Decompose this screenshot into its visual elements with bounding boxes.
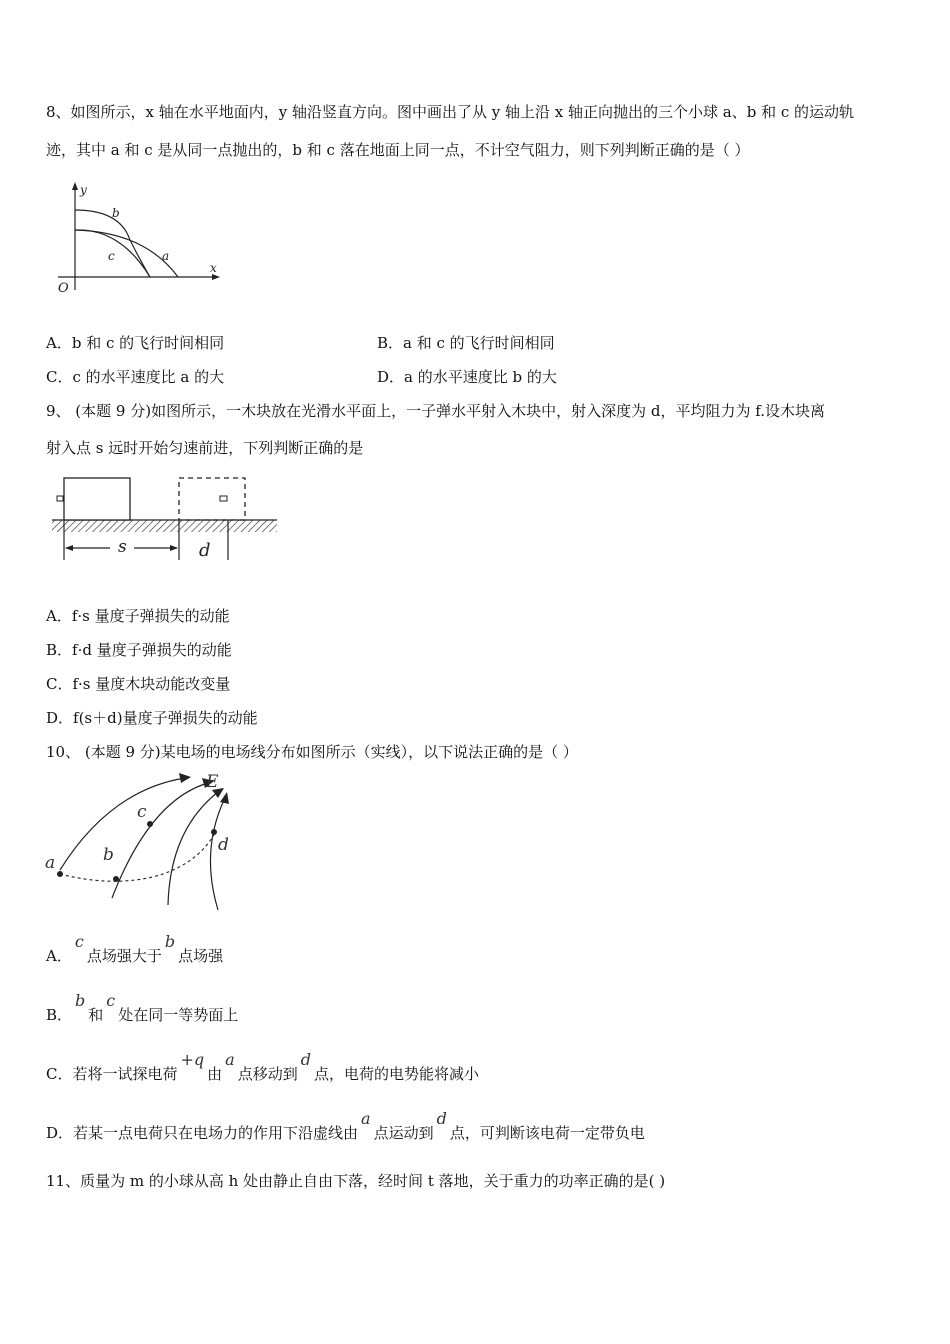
q10-option-c-text3: 点，电荷的电势能将减小 [313,1065,479,1083]
q10-option-d-sym2: d [436,1109,447,1128]
q8-fig-x: x [210,261,217,275]
q10-option-b-label: B． [46,1006,73,1024]
q8-trajectory-figure [50,180,230,300]
q9-bullet-start [57,496,63,501]
q8-fig-a: a [162,249,170,263]
q8-option-d: D．a 的水平速度比 b 的大 [377,368,557,386]
q9-stem-line1: 9、 (本题 9 分)如图所示，一木块放在光滑水平面上，一子弹水平射入木块中，射入深度为 d，平均阻力为 f.设木块离 [46,402,826,420]
q8-y-arrow [72,182,78,190]
q8-fig-y: y [80,183,87,197]
q10-option-a-sym1: c [74,932,84,951]
q10-point-b [113,876,119,882]
q10-option-c-sym3: d [300,1050,311,1069]
q9-option-a: A．f·s 量度子弹损失的动能 [46,607,230,625]
q10-fig-a: a [45,853,56,873]
q10-fig-c: c [137,802,147,822]
q10-option-d-text1: 点运动到 [373,1124,434,1142]
q10-option-b-text2: 处在同一等势面上 [118,1006,239,1024]
q9-option-b: B．f·d 量度子弹损失的动能 [46,641,232,659]
q10-option-d-sym1: a [361,1109,371,1128]
q10-stem: 10、 (本题 9 分)某电场的电场线分布如图所示（实线），以下说法正确的是（ ） [46,743,578,761]
q10-option-a-label: A． [46,947,72,965]
q10-fig-e: E [206,772,219,792]
q10-option-c-text1: 由 [207,1065,223,1083]
q10-option-a [46,932,224,968]
q10-field-line-1 [60,778,185,870]
q9-ground-hatch [52,520,277,532]
q10-fig-b: b [103,845,114,865]
q8-fig-c: c [108,249,115,263]
q10-option-b-text1: 和 [88,1006,104,1024]
q10-fig-d: d [218,835,229,855]
q8-stem-line2: 迹，其中 a 和 c 是从同一点抛出的，b 和 c 落在地面上同一点，不计空气阻力，则下列判断正确的是（ ） [46,141,750,159]
q9-option-c: C．f·s 量度木块动能改变量 [46,675,231,693]
q9-stem-line2: 射入点 s 远时开始匀速前进，下列判断正确的是 [46,439,364,457]
q10-field-figure [40,770,240,915]
q8-fig-b: b [112,206,120,220]
q10-point-a [57,871,63,877]
q9-fig-d: d [199,540,211,561]
q9-fig-s: s [118,537,127,557]
q10-point-c [147,821,153,827]
q10-option-c-sym2: a [225,1050,235,1069]
q10-option-d [46,1109,645,1145]
q10-option-c-text2: 点移动到 [237,1065,298,1083]
q10-point-d [211,829,217,835]
q10-option-c-sym1: +q [180,1050,205,1069]
q11-stem: 11、质量为 m 的小球从高 h 处由静止自由下落，经时间 t 落地，关于重力的功率正确的是( ) [46,1172,666,1190]
q10-option-a-sym2: b [164,932,176,951]
q10-arrow-4 [220,792,229,804]
q8-stem-line1: 8、如图所示，x 轴在水平地面内，y 轴沿竖直方向。图中画出了从 y 轴上沿 x 轴正向抛出的三个小球 a、b 和 c 的运动轨 [46,103,855,121]
q10-option-c-label: C．若将一试探电荷 [46,1065,178,1083]
q9-s-arrowhead-left [65,545,73,551]
q9-s-arrowhead-right [170,545,178,551]
q10-option-a-text1: 点场强大于 [86,947,162,965]
q10-option-b-sym1: b [75,991,86,1010]
q10-option-a-text2: 点场强 [178,947,224,965]
q9-option-d: D．f(s＋d)量度子弹损失的动能 [46,709,258,727]
q8-option-b: B．a 和 c 的飞行时间相同 [377,334,555,352]
q8-option-a: A．b 和 c 的飞行时间相同 [46,334,225,352]
q9-block-end [179,478,245,520]
q9-block-start [64,478,130,520]
q9-bullet-end [220,496,227,501]
q8-fig-o: O [58,281,69,296]
q10-option-b [46,991,239,1027]
q9-block-figure [50,475,280,565]
q10-option-c [46,1050,479,1086]
q8-option-c: C．c 的水平速度比 a 的大 [46,368,225,386]
q10-option-b-sym2: c [106,991,116,1010]
q10-arrow-1 [179,773,191,783]
q10-option-d-label: D．若某一点电荷只在电场力的作用下沿虚线由 [46,1124,359,1142]
q10-option-d-text2: 点，可判断该电荷一定带负电 [449,1124,645,1142]
